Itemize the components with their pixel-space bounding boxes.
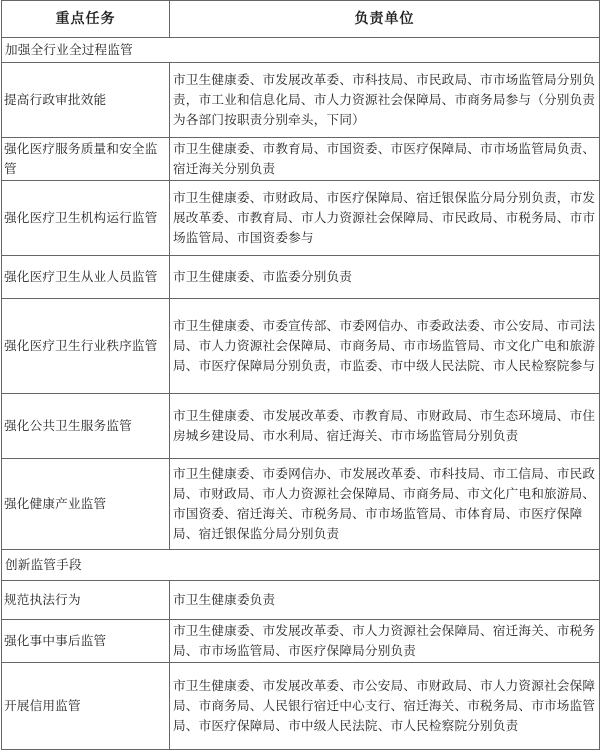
table-row [2, 394, 600, 459]
section-row [2, 550, 600, 581]
task-cell: 强化医疗服务质量和安全监管 [2, 138, 170, 181]
task-cell: 提高行政审批效能 [2, 63, 170, 138]
task-cell: 强化健康产业监管 [2, 459, 170, 550]
header-task: 重点任务 [2, 1, 170, 38]
responsibility-table [1, 0, 600, 750]
table-row [2, 620, 600, 663]
section-row [2, 38, 600, 63]
task-cell: 强化事中事后监管 [2, 620, 170, 663]
header-unit: 负责单位 [170, 1, 600, 38]
table-row [2, 181, 600, 256]
task-cell: 强化医疗卫生行业秩序监管 [2, 299, 170, 394]
table-row [2, 581, 600, 620]
unit-cell: 市卫生健康委、市委网信办、市发展改革委、市科技局、市工信局、市民政局、市财政局、市人力资源社会保障局、市商务局、市文化广电和旅游局、市国资委、宿迁海关、市税务局、市市场监管局、市体育局、市医疗保障局、宿迁银保监分局分别负责 [170, 459, 600, 550]
unit-cell: 市卫生健康委负责 [170, 581, 600, 620]
task-cell: 强化公共卫生服务监管 [2, 394, 170, 459]
table-row [2, 663, 600, 750]
unit-cell: 市卫生健康委、市监委分别负责 [170, 256, 600, 299]
unit-cell: 市卫生健康委、市财政局、市医疗保障局、宿迁银保监分局分别负责，市发展改革委、市教育局、市人力资源社会保障局、市民政局、市税务局、市市场监管局、市国资委参与 [170, 181, 600, 256]
unit-cell: 市卫生健康委、市发展改革委、市人力资源社会保障局、宿迁海关、市税务局、市市场监管局、市医疗保障局分别负责 [170, 620, 600, 663]
table-header-row [2, 1, 600, 38]
task-cell: 开展信用监管 [2, 663, 170, 750]
table-row [2, 138, 600, 181]
unit-cell: 市卫生健康委、市委宣传部、市委网信办、市委政法委、市公安局、市司法局、市人力资源社会保障局、市商务局、市市场监管局、市文化广电和旅游局、市医疗保障局分别负责，市监委、市中级人民法院、市人民检察院参与 [170, 299, 600, 394]
unit-cell: 市卫生健康委、市教育局、市国资委、市医疗保障局、市市场监管局负责、宿迁海关分别负责 [170, 138, 600, 181]
section-title: 加强全行业全过程监管 [2, 38, 600, 63]
section-title: 创新监管手段 [2, 550, 600, 581]
task-cell: 规范执法行为 [2, 581, 170, 620]
task-cell: 强化医疗卫生从业人员监管 [2, 256, 170, 299]
table-row [2, 459, 600, 550]
table-row [2, 256, 600, 299]
unit-cell: 市卫生健康委、市发展改革委、市科技局、市民政局、市市场监管局分别负责，市工业和信息化局、市人力资源社会保障局、市商务局参与（分别负责为各部门按职责分别牵头，下同） [170, 63, 600, 138]
table-row [2, 299, 600, 394]
table-row [2, 63, 600, 138]
unit-cell: 市卫生健康委、市发展改革委、市教育局、市财政局、市生态环境局、市住房城乡建设局、市水利局、宿迁海关、市市场监管局分别负责 [170, 394, 600, 459]
unit-cell: 市卫生健康委、市发展改革委、市公安局、市财政局、市人力资源社会保障局、市商务局、人民银行宿迁中心支行、宿迁海关、市税务局、市市场监管局、市医疗保障局、市中级人民法院、市人民检察院分别负责 [170, 663, 600, 750]
task-cell: 强化医疗卫生机构运行监管 [2, 181, 170, 256]
